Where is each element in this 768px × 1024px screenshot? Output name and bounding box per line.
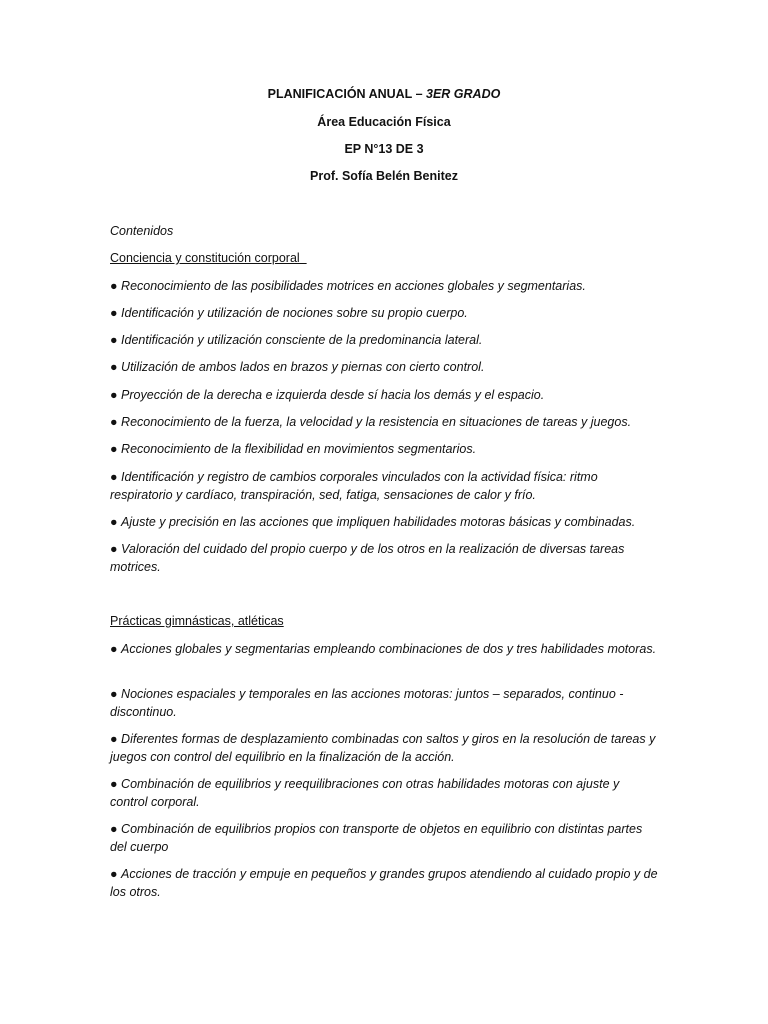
list-item-text: Reconocimiento de la flexibilidad en movimientos segmentarios. [121, 442, 477, 456]
list-item-text: Diferentes formas de desplazamiento combinadas con saltos y giros en la resolución de tareas y juegos con control del equilibrio en la finalización de la acción. [110, 732, 656, 764]
bullet-icon: ● [110, 388, 118, 402]
list-item-text: Combinación de equilibrios propios con transporte de objetos en equilibrio con distintas partes del cuerpo [110, 822, 643, 854]
list-item [110, 540, 658, 576]
document-title [0, 86, 768, 102]
list-item [110, 685, 658, 721]
area-label: Área Educación Física [317, 115, 451, 129]
list-item [110, 820, 658, 856]
bullet-icon: ● [110, 442, 118, 456]
bullet-icon: ● [110, 542, 118, 556]
bullet-icon: ● [110, 777, 118, 791]
bullet-icon: ● [110, 333, 118, 347]
bullet-icon: ● [110, 415, 118, 429]
bullet-icon: ● [110, 515, 118, 529]
list-item-text: Combinación de equilibrios y reequilibraciones con otras habilidades motoras con ajuste y control corporal. [110, 777, 620, 809]
bullet-icon: ● [110, 306, 118, 320]
bullet-icon: ● [110, 642, 118, 656]
bullet-icon: ● [110, 732, 118, 746]
section-heading-conciencia: Conciencia y constitución corporal [110, 251, 307, 265]
title-prefix: PLANIFICACIÓN ANUAL – [267, 87, 426, 101]
list-item-text: Ajuste y precisión en las acciones que impliquen habilidades motoras básicas y combinadas. [121, 515, 636, 529]
list-item-text: Reconocimiento de las posibilidades motrices en acciones globales y segmentarias. [121, 279, 586, 293]
bullet-icon: ● [110, 360, 118, 374]
list-item-text: Proyección de la derecha e izquierda desde sí hacia los demás y el espacio. [121, 388, 545, 402]
list-item [110, 440, 658, 458]
list-item-text: Nociones espaciales y temporales en las acciones motoras: juntos – separados, continuo - discontinuo. [110, 687, 624, 719]
list-item-text: Acciones de tracción y empuje en pequeños y grandes grupos atendiendo al cuidado propio y de los otros. [110, 867, 658, 899]
school-label: EP N°13 DE 3 [344, 142, 424, 156]
grade-label: 3ER GRADO [426, 87, 501, 101]
list-item-text: Identificación y registro de cambios corporales vinculados con la actividad física: ritmo respiratorio y cardíaco, transpiración, sed, fatiga, sensaciones de calor y frío. [110, 470, 598, 502]
list-item [110, 277, 658, 295]
list-item [110, 513, 658, 531]
list-item-text: Identificación y utilización de nociones sobre su propio cuerpo. [121, 306, 468, 320]
list-item-text: Identificación y utilización consciente de la predominancia lateral. [121, 333, 483, 347]
bullet-icon: ● [110, 687, 118, 701]
list-item [110, 413, 658, 431]
list-item [110, 304, 658, 322]
list-item [110, 386, 658, 404]
list-item [110, 865, 658, 901]
list-item-text: Reconocimiento de la fuerza, la velocidad y la resistencia en situaciones de tareas y juegos. [121, 415, 632, 429]
list-item-text: Valoración del cuidado del propio cuerpo y de los otros en la realización de diversas tareas motrices. [110, 542, 625, 574]
teacher-label: Prof. Sofía Belén Benitez [310, 169, 458, 183]
list-item [110, 358, 658, 376]
list-item [110, 640, 658, 658]
list-item-text: Acciones globales y segmentarias empleando combinaciones de dos y tres habilidades motoras. [121, 642, 657, 656]
list-item-text: Utilización de ambos lados en brazos y piernas con cierto control. [121, 360, 485, 374]
bullet-icon: ● [110, 279, 118, 293]
contenidos-label: Contenidos [110, 224, 174, 238]
list-item [110, 730, 658, 766]
list-item [110, 468, 658, 504]
bullet-icon: ● [110, 822, 118, 836]
section-heading-practicas: Prácticas gimnásticas, atléticas [110, 614, 284, 628]
list-item [110, 331, 658, 349]
bullet-icon: ● [110, 470, 118, 484]
list-item [110, 775, 658, 811]
bullet-icon: ● [110, 867, 118, 881]
